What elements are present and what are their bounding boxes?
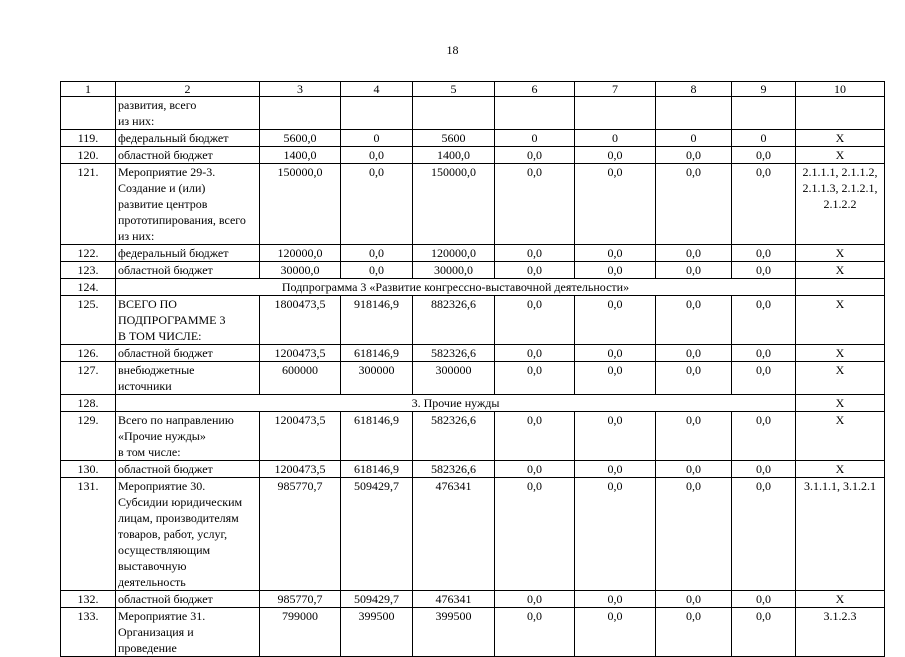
- value-cell: 0: [656, 130, 732, 147]
- value-cell: 582326,6: [413, 461, 495, 478]
- table-row: [61, 296, 885, 345]
- value-cell: 0,0: [341, 147, 413, 164]
- row-number: 126.: [61, 345, 116, 362]
- item-name: областной бюджет: [116, 461, 260, 478]
- value-cell: 0,0: [495, 345, 575, 362]
- table-row: [61, 362, 885, 395]
- value-cell: 0,0: [732, 412, 796, 461]
- item-name: Мероприятие 29-3. Создание и (или) развитие центров прототипирования, всего из них:: [116, 164, 260, 245]
- value-cell: [656, 97, 732, 130]
- value-cell: 509429,7: [341, 591, 413, 608]
- table-row: [61, 591, 885, 608]
- value-cell: 582326,6: [413, 345, 495, 362]
- value-cell: 30000,0: [260, 262, 341, 279]
- column-header: 4: [341, 82, 413, 97]
- indicator-cell: Х: [796, 461, 885, 478]
- value-cell: 0,0: [575, 412, 656, 461]
- indicator-cell: Х: [796, 395, 885, 412]
- item-name: федеральный бюджет: [116, 130, 260, 147]
- item-name: развития, всего из них:: [116, 97, 260, 130]
- indicator-cell: Х: [796, 345, 885, 362]
- value-cell: 1200473,5: [260, 461, 341, 478]
- value-cell: 0,0: [575, 164, 656, 245]
- row-number: 131.: [61, 478, 116, 591]
- indicator-cell: Х: [796, 591, 885, 608]
- value-cell: 0,0: [732, 362, 796, 395]
- value-cell: 0,0: [575, 362, 656, 395]
- table-row: [61, 345, 885, 362]
- value-cell: 1400,0: [260, 147, 341, 164]
- row-number: 120.: [61, 147, 116, 164]
- column-header: 2: [116, 82, 260, 97]
- column-header: 3: [260, 82, 341, 97]
- table-row: [61, 245, 885, 262]
- indicator-cell: Х: [796, 147, 885, 164]
- value-cell: 0,0: [495, 412, 575, 461]
- value-cell: 0,0: [495, 296, 575, 345]
- value-cell: 985770,7: [260, 591, 341, 608]
- item-name: федеральный бюджет: [116, 245, 260, 262]
- value-cell: 0,0: [575, 245, 656, 262]
- item-name: Мероприятие 31. Организация и проведение: [116, 608, 260, 657]
- value-cell: [732, 97, 796, 130]
- value-cell: 0,0: [575, 345, 656, 362]
- value-cell: 0,0: [495, 245, 575, 262]
- value-cell: 5600: [413, 130, 495, 147]
- indicator-cell: [796, 279, 885, 296]
- value-cell: 0,0: [495, 362, 575, 395]
- row-number: 127.: [61, 362, 116, 395]
- table-row: [61, 262, 885, 279]
- header-row: [61, 82, 885, 97]
- value-cell: 476341: [413, 478, 495, 591]
- value-cell: 300000: [413, 362, 495, 395]
- value-cell: 399500: [413, 608, 495, 657]
- value-cell: 0,0: [495, 591, 575, 608]
- value-cell: 0,0: [656, 478, 732, 591]
- value-cell: 0,0: [495, 164, 575, 245]
- indicator-cell: Х: [796, 362, 885, 395]
- value-cell: 0,0: [341, 164, 413, 245]
- value-cell: [341, 97, 413, 130]
- value-cell: 0,0: [656, 345, 732, 362]
- value-cell: 0,0: [656, 245, 732, 262]
- row-number: 125.: [61, 296, 116, 345]
- item-name: областной бюджет: [116, 591, 260, 608]
- column-header: 10: [796, 82, 885, 97]
- row-number: 130.: [61, 461, 116, 478]
- value-cell: 0,0: [575, 591, 656, 608]
- item-name: областной бюджет: [116, 345, 260, 362]
- table-row: [61, 147, 885, 164]
- table-row: [61, 395, 885, 412]
- row-number: 132.: [61, 591, 116, 608]
- value-cell: 0,0: [656, 608, 732, 657]
- row-number: 128.: [61, 395, 116, 412]
- value-cell: 0,0: [656, 461, 732, 478]
- value-cell: 120000,0: [413, 245, 495, 262]
- value-cell: 0,0: [495, 608, 575, 657]
- value-cell: 0,0: [656, 296, 732, 345]
- value-cell: 509429,7: [341, 478, 413, 591]
- value-cell: [413, 97, 495, 130]
- indicator-cell: 3.1.2.3: [796, 608, 885, 657]
- column-header: 8: [656, 82, 732, 97]
- column-header: 1: [61, 82, 116, 97]
- row-number: 124.: [61, 279, 116, 296]
- value-cell: 1200473,5: [260, 412, 341, 461]
- value-cell: 0,0: [575, 262, 656, 279]
- column-header: 7: [575, 82, 656, 97]
- item-name: областной бюджет: [116, 147, 260, 164]
- row-number: 121.: [61, 164, 116, 245]
- value-cell: 1800473,5: [260, 296, 341, 345]
- value-cell: 582326,6: [413, 412, 495, 461]
- value-cell: 0,0: [656, 164, 732, 245]
- value-cell: [260, 97, 341, 130]
- value-cell: 150000,0: [260, 164, 341, 245]
- value-cell: 0,0: [495, 262, 575, 279]
- indicator-cell: Х: [796, 296, 885, 345]
- indicator-cell: 3.1.1.1, 3.1.2.1: [796, 478, 885, 591]
- indicator-cell: 2.1.1.1, 2.1.1.2, 2.1.1.3, 2.1.2.1, 2.1.2.2: [796, 164, 885, 245]
- value-cell: 0,0: [656, 591, 732, 608]
- row-number: 129.: [61, 412, 116, 461]
- value-cell: 0: [575, 130, 656, 147]
- table-row: [61, 412, 885, 461]
- value-cell: 0,0: [732, 245, 796, 262]
- value-cell: 0,0: [732, 591, 796, 608]
- value-cell: 0,0: [732, 296, 796, 345]
- indicator-cell: [796, 97, 885, 130]
- value-cell: 1200473,5: [260, 345, 341, 362]
- value-cell: 0,0: [575, 296, 656, 345]
- item-name: внебюджетные источники: [116, 362, 260, 395]
- value-cell: 0,0: [575, 461, 656, 478]
- value-cell: 918146,9: [341, 296, 413, 345]
- value-cell: 799000: [260, 608, 341, 657]
- value-cell: 0,0: [495, 461, 575, 478]
- value-cell: 150000,0: [413, 164, 495, 245]
- item-name: областной бюджет: [116, 262, 260, 279]
- table-row: [61, 608, 885, 657]
- value-cell: 0: [732, 130, 796, 147]
- row-number: 133.: [61, 608, 116, 657]
- value-cell: 30000,0: [413, 262, 495, 279]
- value-cell: 120000,0: [260, 245, 341, 262]
- value-cell: 0,0: [495, 147, 575, 164]
- table-row: [61, 478, 885, 591]
- table-row: [61, 130, 885, 147]
- row-number: 122.: [61, 245, 116, 262]
- column-header: 9: [732, 82, 796, 97]
- value-cell: 0: [495, 130, 575, 147]
- value-cell: 476341: [413, 591, 495, 608]
- value-cell: 0,0: [732, 345, 796, 362]
- indicator-cell: Х: [796, 412, 885, 461]
- value-cell: 0: [341, 130, 413, 147]
- item-name: Мероприятие 30. Субсидии юридическим лицам, производителям товаров, работ, услуг, осуществляющим выставочную деятельность: [116, 478, 260, 591]
- value-cell: 0,0: [732, 461, 796, 478]
- page-number: 18: [446, 43, 459, 57]
- value-cell: 600000: [260, 362, 341, 395]
- value-cell: 618146,9: [341, 345, 413, 362]
- column-header: 5: [413, 82, 495, 97]
- value-cell: [575, 97, 656, 130]
- value-cell: [495, 97, 575, 130]
- value-cell: 618146,9: [341, 412, 413, 461]
- value-cell: 0,0: [656, 147, 732, 164]
- value-cell: 1400,0: [413, 147, 495, 164]
- table-row: [61, 97, 885, 130]
- value-cell: 0,0: [732, 147, 796, 164]
- value-cell: 399500: [341, 608, 413, 657]
- budget-table: [60, 81, 885, 657]
- indicator-cell: Х: [796, 262, 885, 279]
- value-cell: 985770,7: [260, 478, 341, 591]
- value-cell: 0,0: [575, 608, 656, 657]
- item-name: ВСЕГО ПО ПОДПРОГРАММЕ 3 В ТОМ ЧИСЛЕ:: [116, 296, 260, 345]
- value-cell: 300000: [341, 362, 413, 395]
- row-number: 123.: [61, 262, 116, 279]
- value-cell: 0,0: [341, 262, 413, 279]
- value-cell: 0,0: [575, 147, 656, 164]
- table-row: [61, 164, 885, 245]
- value-cell: 882326,6: [413, 296, 495, 345]
- indicator-cell: Х: [796, 245, 885, 262]
- value-cell: 0,0: [732, 478, 796, 591]
- section-title: Подпрограмма 3 «Развитие конгрессно-выставочной деятельности»: [116, 279, 796, 296]
- table-row: [61, 279, 885, 296]
- column-header: 6: [495, 82, 575, 97]
- value-cell: 0,0: [656, 412, 732, 461]
- section-title: 3. Прочие нужды: [116, 395, 796, 412]
- table-row: [61, 461, 885, 478]
- indicator-cell: Х: [796, 130, 885, 147]
- value-cell: 0,0: [656, 362, 732, 395]
- value-cell: 0,0: [341, 245, 413, 262]
- row-number: 119.: [61, 130, 116, 147]
- value-cell: 5600,0: [260, 130, 341, 147]
- value-cell: 0,0: [732, 262, 796, 279]
- value-cell: 0,0: [732, 608, 796, 657]
- value-cell: 0,0: [575, 478, 656, 591]
- item-name: Всего по направлению «Прочие нужды» в том числе:: [116, 412, 260, 461]
- value-cell: 0,0: [495, 478, 575, 591]
- row-number: [61, 97, 116, 130]
- value-cell: 618146,9: [341, 461, 413, 478]
- value-cell: 0,0: [656, 262, 732, 279]
- value-cell: 0,0: [732, 164, 796, 245]
